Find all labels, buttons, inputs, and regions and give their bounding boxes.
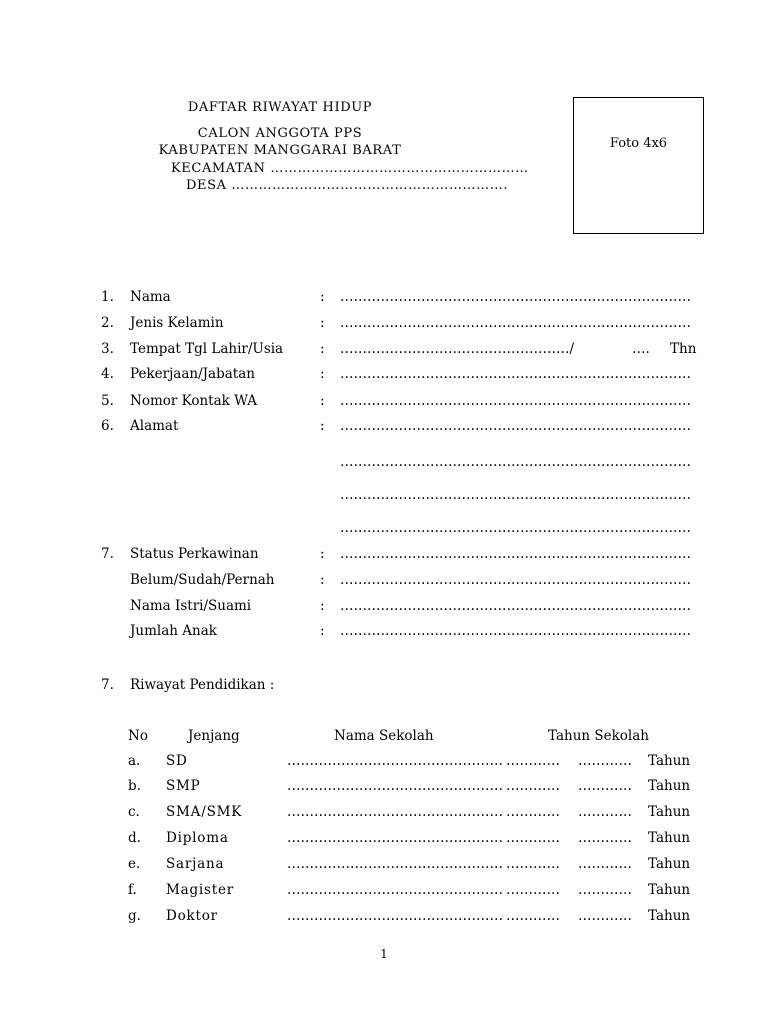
field-label: Nama Istri/Suami [130, 598, 252, 614]
fill-line: …………………………………………………………………… [340, 487, 691, 503]
fill-line: ……………………………………………/ [340, 341, 575, 357]
year-end-fill: ………… [578, 804, 632, 820]
year-start-fill: ………… [506, 908, 560, 924]
field-label: Nomor Kontak WA [130, 393, 258, 409]
field-label: Tempat Tgl Lahir/Usia [130, 341, 284, 357]
field-colon: : [320, 418, 325, 434]
school-name-fill: ………………………………………… [287, 753, 503, 769]
form-title: DAFTAR RIWAYAT HIDUP [187, 100, 373, 115]
fill-line: …………………………………………………………………… [340, 598, 691, 614]
field-row-status [0, 546, 768, 566]
row-number: a. [128, 753, 141, 769]
field-row-jumlah-anak [0, 623, 768, 643]
photo-label: Foto 4x6 [609, 136, 668, 151]
fill-line: …………………………………………………………………… [340, 418, 691, 434]
field-row-belum-sudah [0, 572, 768, 592]
education-level: Doktor [166, 908, 218, 924]
row-number: g. [128, 908, 141, 924]
fill-line: …………………………………………………………………… [340, 520, 691, 536]
field-row-jenis-kelamin [0, 315, 768, 335]
year-end-fill: ………… [578, 830, 632, 846]
alamat-line-4 [0, 520, 768, 540]
year-end-fill: ………… [578, 856, 632, 872]
row-number: e. [128, 856, 141, 872]
fill-line: …………………………………………………………………… [340, 572, 691, 588]
field-number: 6. [101, 418, 114, 434]
column-header-no: No [128, 728, 148, 744]
field-number: 3. [101, 341, 114, 357]
row-number: b. [128, 778, 141, 794]
table-row [0, 778, 768, 798]
year-start-fill: ………… [506, 753, 560, 769]
year-unit: Tahun [648, 830, 691, 846]
section-title: Riwayat Pendidikan : [130, 677, 275, 693]
field-colon: : [320, 598, 325, 614]
field-number: 7. [101, 546, 114, 562]
column-header-nama-sekolah: Nama Sekolah [334, 728, 434, 744]
table-row [0, 856, 768, 876]
field-number: 4. [101, 366, 114, 382]
school-name-fill: ………………………………………… [287, 804, 503, 820]
field-label: Status Perkawinan [130, 546, 259, 562]
field-row-pekerjaan [0, 366, 768, 386]
year-end-fill: ………… [578, 778, 632, 794]
year-start-fill: ………… [506, 830, 560, 846]
school-name-fill: ………………………………………… [287, 778, 503, 794]
field-label: Alamat [130, 418, 179, 434]
field-colon: : [320, 393, 325, 409]
education-level: SMA/SMK [166, 804, 243, 820]
field-row-kontak [0, 393, 768, 413]
year-end-fill: ………… [578, 908, 632, 924]
table-row [0, 753, 768, 773]
year-start-fill: ………… [506, 804, 560, 820]
field-colon: : [320, 289, 325, 305]
fill-line: …………………………………………………………………… [340, 623, 691, 639]
field-number: 5. [101, 393, 114, 409]
alamat-line-2 [0, 454, 768, 474]
table-row [0, 882, 768, 902]
field-number: 2. [101, 315, 114, 331]
fill-line: …………………………………………………………………… [340, 289, 691, 305]
field-row-nama [0, 289, 768, 309]
field-colon: : [320, 366, 325, 382]
age-fill-line: …. [632, 341, 650, 357]
field-label: Nama [130, 289, 171, 305]
education-level: Diploma [166, 830, 229, 846]
year-end-fill: ………… [578, 882, 632, 898]
alamat-line-3 [0, 487, 768, 507]
column-header-tahun-sekolah: Tahun Sekolah [548, 728, 649, 744]
fill-line: …………………………………………………………………… [340, 315, 691, 331]
education-level: Sarjana [166, 856, 225, 872]
row-number: d. [128, 830, 141, 846]
field-colon: : [320, 341, 325, 357]
school-name-fill: ………………………………………… [287, 882, 503, 898]
page-number: 1 [380, 947, 388, 961]
field-label: Jenis Kelamin [130, 315, 224, 331]
school-name-fill: ………………………………………… [287, 856, 503, 872]
column-header-jenjang: Jenjang [188, 728, 240, 744]
field-row-ttl [0, 341, 768, 361]
education-table-header [0, 728, 768, 748]
age-unit: Thn [670, 341, 697, 357]
field-label: Jumlah Anak [130, 623, 217, 639]
year-unit: Tahun [648, 856, 691, 872]
year-unit: Tahun [648, 778, 691, 794]
field-colon: : [320, 546, 325, 562]
table-row [0, 908, 768, 928]
school-name-fill: ………………………………………… [287, 908, 503, 924]
education-level: SD [166, 753, 188, 769]
field-colon: : [320, 572, 325, 588]
education-level: Magister [166, 882, 235, 898]
table-row [0, 804, 768, 824]
photo-box [573, 97, 704, 234]
fill-line: …………………………………………………………………… [340, 366, 691, 382]
field-row-alamat [0, 418, 768, 438]
year-start-fill: ………… [506, 778, 560, 794]
form-district: KECAMATAN ………………………………………………… [171, 161, 529, 176]
field-colon: : [320, 623, 325, 639]
field-label: Pekerjaan/Jabatan [130, 366, 255, 382]
section-number: 7. [101, 677, 114, 693]
fill-line: …………………………………………………………………… [340, 546, 691, 562]
education-level: SMP [166, 778, 201, 794]
field-colon: : [320, 315, 325, 331]
row-number: c. [128, 804, 140, 820]
fill-line: …………………………………………………………………… [340, 454, 691, 470]
form-regency: KABUPATEN MANGGARAI BARAT [158, 143, 402, 158]
field-label: Belum/Sudah/Pernah [130, 572, 275, 588]
form-subtitle: CALON ANGGOTA PPS [197, 126, 363, 141]
year-unit: Tahun [648, 882, 691, 898]
year-end-fill: ………… [578, 753, 632, 769]
row-number: f. [128, 882, 137, 898]
field-row-pasangan [0, 598, 768, 618]
year-start-fill: ………… [506, 882, 560, 898]
year-start-fill: ………… [506, 856, 560, 872]
fill-line: …………………………………………………………………… [340, 393, 691, 409]
year-unit: Tahun [648, 908, 691, 924]
form-village: DESA ……………………………………………………. [186, 178, 509, 193]
school-name-fill: ………………………………………… [287, 830, 503, 846]
year-unit: Tahun [648, 753, 691, 769]
table-row [0, 830, 768, 850]
year-unit: Tahun [648, 804, 691, 820]
field-number: 1. [101, 289, 114, 305]
education-section-heading [101, 677, 275, 693]
